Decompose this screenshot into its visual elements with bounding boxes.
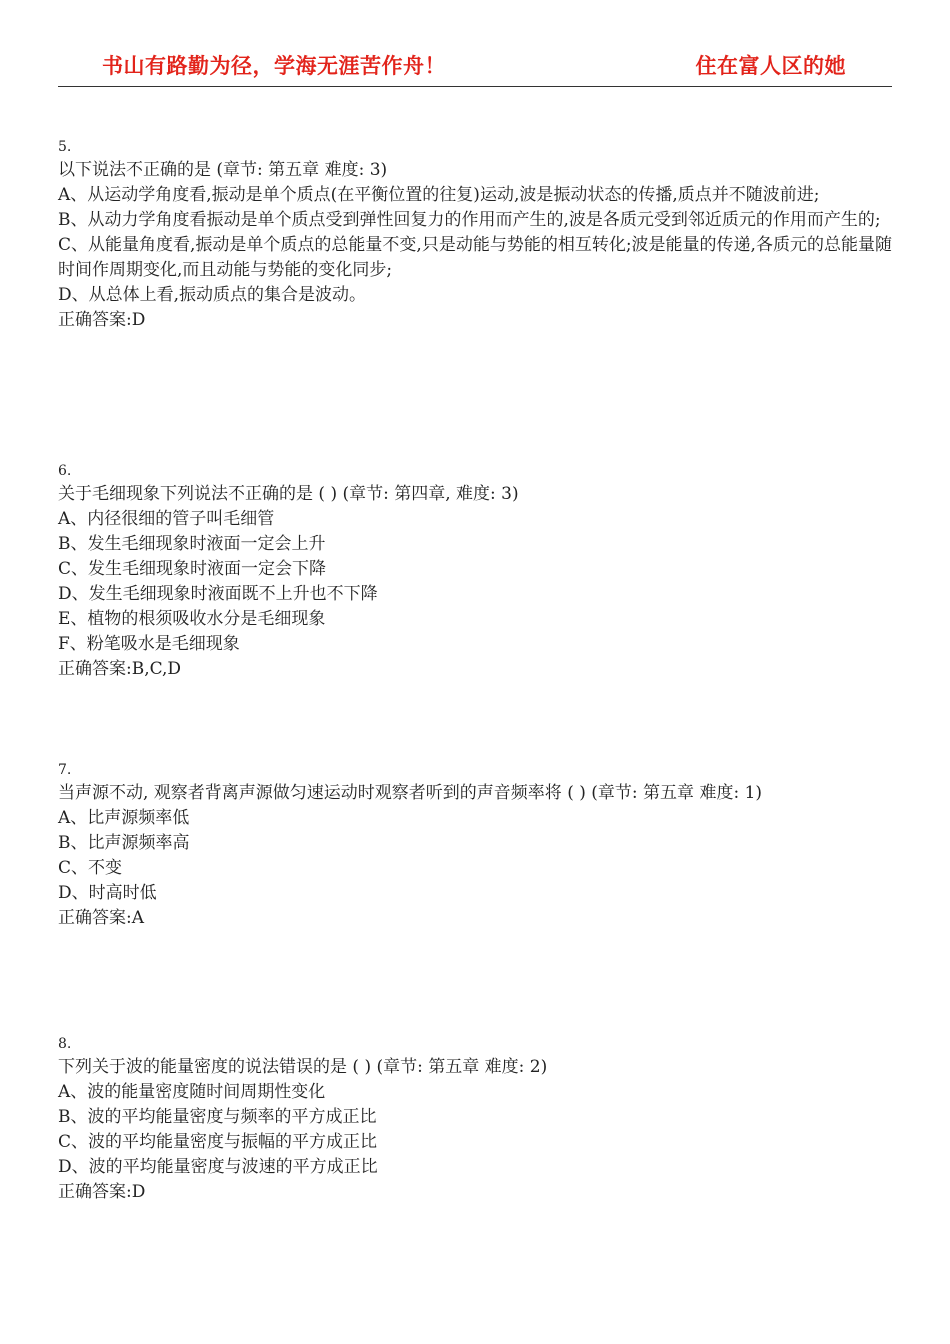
option-d: D、发生毛细现象时液面既不上升也不下降 (58, 584, 378, 604)
answer: 正确答案:D (58, 310, 146, 330)
question-block (58, 460, 898, 682)
question-stem: 以下说法不正确的是 (章节: 第五章 难度: 3) (58, 160, 388, 180)
header-motto: 书山有路勤为径，学海无涯苦作舟！ (102, 54, 446, 78)
option-f: F、粉笔吸水是毛细现象 (58, 634, 240, 654)
question-number: 8. (58, 1036, 72, 1052)
option-a: A、从运动学角度看,振动是单个质点(在平衡位置的往复)运动,波是振动状态的传播,质点并不随波前进; (58, 185, 820, 205)
question-stem: 当声源不动, 观察者背离声源做匀速运动时观察者听到的声音频率将 ( ) (章节: 第五章 难度: 1) (58, 783, 763, 803)
answer: 正确答案:B,C,D (58, 659, 182, 679)
option-d: D、时高时低 (58, 883, 157, 903)
question-block (58, 759, 898, 931)
option-b: B、波的平均能量密度与频率的平方成正比 (58, 1107, 377, 1127)
question-block (58, 1033, 898, 1205)
option-c: C、从能量角度看,振动是单个质点的总能量不变,只是动能与势能的相互转化;波是能量的传递,各质元的总能量随时间作周期变化,而且动能与势能的变化同步; (58, 235, 892, 280)
option-c: C、发生毛细现象时液面一定会下降 (58, 559, 327, 579)
question-stem: 关于毛细现象下列说法不正确的是 ( ) (章节: 第四章, 难度: 3) (58, 484, 519, 504)
question-block (58, 136, 898, 333)
question-stem: 下列关于波的能量密度的说法错误的是 ( ) (章节: 第五章 难度: 2) (58, 1057, 548, 1077)
option-c: C、不变 (58, 858, 123, 878)
question-number: 6. (58, 463, 72, 479)
option-a: A、比声源频率低 (58, 808, 190, 828)
answer: 正确答案:A (58, 908, 145, 928)
option-d: D、从总体上看,振动质点的集合是波动。 (58, 285, 367, 305)
option-b: B、发生毛细现象时液面一定会上升 (58, 534, 326, 554)
option-c: C、波的平均能量密度与振幅的平方成正比 (58, 1132, 378, 1152)
question-number: 5. (58, 139, 72, 155)
option-d: D、波的平均能量密度与波速的平方成正比 (58, 1157, 378, 1177)
page-header (58, 46, 892, 87)
question-number: 7. (58, 762, 72, 778)
option-a: A、波的能量密度随时间周期性变化 (58, 1082, 326, 1102)
option-e: E、植物的根须吸收水分是毛细现象 (58, 609, 326, 629)
option-b: B、比声源频率高 (58, 833, 190, 853)
option-b: B、从动力学角度看振动是单个质点受到弹性回复力的作用而产生的,波是各质元受到邻近质元的作用而产生的; (58, 210, 881, 230)
header-author: 住在富人区的她 (695, 54, 846, 78)
option-a: A、内径很细的管子叫毛细管 (58, 509, 275, 529)
answer: 正确答案:D (58, 1182, 146, 1202)
